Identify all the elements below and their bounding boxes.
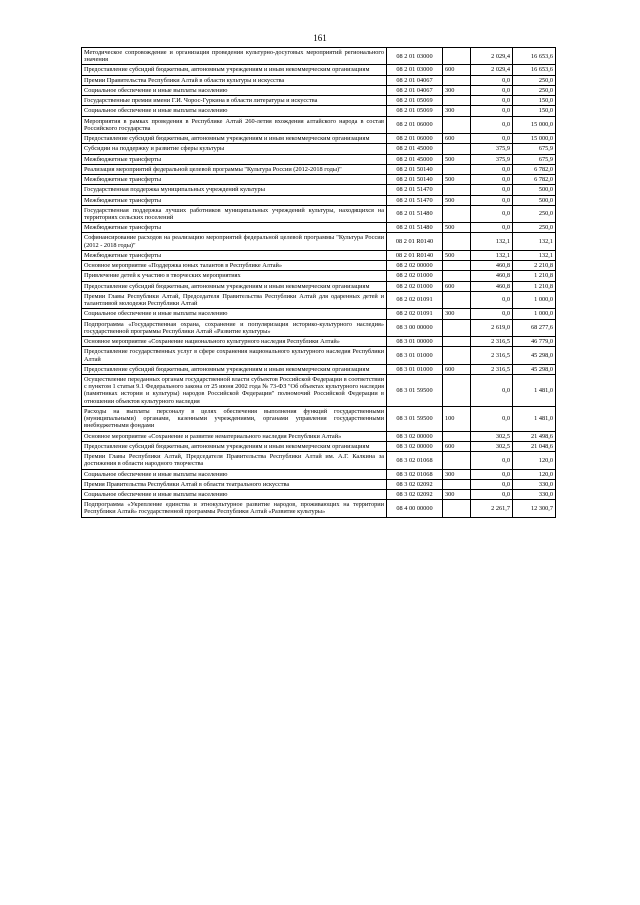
table-row xyxy=(82,205,556,222)
table-row xyxy=(82,452,556,469)
target-code-cell: 08 2 01 51470 xyxy=(387,195,443,205)
table-row xyxy=(82,347,556,364)
expense-name-cell: Реализация мероприятий федеральной целевой программы "Культура России (2012-2018 годы)" xyxy=(82,164,387,174)
table-row xyxy=(82,406,556,431)
expense-type-cell xyxy=(443,96,471,106)
amount-change-cell: 2 316,5 xyxy=(471,337,513,347)
table-row xyxy=(82,431,556,441)
table-row xyxy=(82,281,556,291)
expense-type-cell xyxy=(443,479,471,489)
amount-total-cell: 21 498,6 xyxy=(513,431,556,441)
expense-type-cell xyxy=(443,48,471,65)
amount-change-cell: 0,0 xyxy=(471,185,513,195)
target-code-cell: 08 2 01 50140 xyxy=(387,164,443,174)
amount-total-cell: 15 000,0 xyxy=(513,134,556,144)
amount-total-cell: 1 000,0 xyxy=(513,291,556,308)
expense-type-cell: 600 xyxy=(443,364,471,374)
expense-type-cell: 600 xyxy=(443,65,471,75)
expense-name-cell: Основное мероприятие «Сохранение национального культурного наследия Республики Алтай» xyxy=(82,337,387,347)
expense-name-cell: Межбюджетные трансферты xyxy=(82,154,387,164)
amount-total-cell: 68 277,6 xyxy=(513,319,556,336)
amount-total-cell: 250,0 xyxy=(513,223,556,233)
amount-total-cell: 500,0 xyxy=(513,195,556,205)
amount-total-cell: 16 653,6 xyxy=(513,48,556,65)
target-code-cell: 08 3 01 00000 xyxy=(387,337,443,347)
target-code-cell: 08 3 02 01068 xyxy=(387,469,443,479)
amount-change-cell: 0,0 xyxy=(471,195,513,205)
budget-table xyxy=(81,47,556,518)
amount-change-cell: 0,0 xyxy=(471,205,513,222)
amount-total-cell: 120,0 xyxy=(513,452,556,469)
amount-change-cell: 0,0 xyxy=(471,116,513,133)
target-code-cell: 08 2 01 51480 xyxy=(387,205,443,222)
table-row xyxy=(82,75,556,85)
amount-total-cell: 15 000,0 xyxy=(513,116,556,133)
expense-name-cell: Расходы на выплаты персоналу в целях обеспечения выполнения функций государственными (муниципальными) органами, казенными учреждениями, органами управления государственными внебюджетными фондами xyxy=(82,406,387,431)
target-code-cell: 08 2 01 03000 xyxy=(387,48,443,65)
amount-change-cell: 0,0 xyxy=(471,469,513,479)
table-row xyxy=(82,261,556,271)
expense-name-cell: Премии Главы Республики Алтай, Председателя Правительства Республики Алтай для одаренных детей и талантливой молодежи Республики Алтай xyxy=(82,291,387,308)
target-code-cell: 08 3 01 59500 xyxy=(387,374,443,406)
table-row xyxy=(82,469,556,479)
expense-name-cell: Социальное обеспечение и иные выплаты населению xyxy=(82,106,387,116)
amount-change-cell: 460,8 xyxy=(471,281,513,291)
amount-total-cell: 45 298,0 xyxy=(513,364,556,374)
amount-change-cell: 0,0 xyxy=(471,164,513,174)
target-code-cell: 08 3 02 00000 xyxy=(387,441,443,451)
target-code-cell: 08 2 01 50140 xyxy=(387,175,443,185)
expense-type-cell xyxy=(443,347,471,364)
expense-name-cell: Социальное обеспечение и иные выплаты населению xyxy=(82,309,387,319)
target-code-cell: 08 2 02 01091 xyxy=(387,309,443,319)
expense-name-cell: Межбюджетные трансферты xyxy=(82,223,387,233)
target-code-cell: 08 2 01 03000 xyxy=(387,65,443,75)
expense-type-cell: 500 xyxy=(443,175,471,185)
target-code-cell: 08 2 02 00000 xyxy=(387,261,443,271)
expense-name-cell: Предоставление государственных услуг в сфере сохранения национального культурного наследия Республики Алтай xyxy=(82,347,387,364)
amount-total-cell: 1 210,8 xyxy=(513,271,556,281)
expense-name-cell: Межбюджетные трансферты xyxy=(82,250,387,260)
amount-change-cell: 302,5 xyxy=(471,431,513,441)
expense-name-cell: Государственная поддержка лучших работников муниципальных учреждений культуры, находящихся на территориях сельских поселений xyxy=(82,205,387,222)
expense-type-cell: 500 xyxy=(443,250,471,260)
amount-change-cell: 2 619,0 xyxy=(471,319,513,336)
amount-change-cell: 460,8 xyxy=(471,271,513,281)
table-row xyxy=(82,364,556,374)
expense-type-cell: 600 xyxy=(443,281,471,291)
expense-type-cell: 500 xyxy=(443,223,471,233)
amount-total-cell: 500,0 xyxy=(513,185,556,195)
table-row xyxy=(82,271,556,281)
target-code-cell: 08 2 01 05069 xyxy=(387,106,443,116)
expense-name-cell: Предоставление субсидий бюджетным, автономным учреждениям и иным некоммерческим организациям xyxy=(82,134,387,144)
expense-type-cell: 300 xyxy=(443,469,471,479)
amount-change-cell: 0,0 xyxy=(471,223,513,233)
amount-total-cell: 21 048,6 xyxy=(513,441,556,451)
amount-total-cell: 1 481,0 xyxy=(513,406,556,431)
target-code-cell: 08 2 01 04067 xyxy=(387,75,443,85)
amount-total-cell: 250,0 xyxy=(513,85,556,95)
amount-change-cell: 302,5 xyxy=(471,441,513,451)
expense-type-cell: 600 xyxy=(443,441,471,451)
amount-change-cell: 0,0 xyxy=(471,75,513,85)
amount-change-cell: 0,0 xyxy=(471,291,513,308)
amount-total-cell: 46 779,0 xyxy=(513,337,556,347)
target-code-cell: 08 2 02 01000 xyxy=(387,271,443,281)
expense-type-cell xyxy=(443,75,471,85)
expense-type-cell: 300 xyxy=(443,309,471,319)
amount-total-cell: 675,9 xyxy=(513,144,556,154)
amount-change-cell: 2 316,5 xyxy=(471,347,513,364)
amount-change-cell: 2 316,5 xyxy=(471,364,513,374)
amount-change-cell: 2 029,4 xyxy=(471,48,513,65)
expense-name-cell: Премия Правительства Республики Алтай в области театрального искусства xyxy=(82,479,387,489)
table-row xyxy=(82,309,556,319)
amount-total-cell: 150,0 xyxy=(513,96,556,106)
expense-name-cell: Межбюджетные трансферты xyxy=(82,195,387,205)
amount-total-cell: 330,0 xyxy=(513,490,556,500)
table-row xyxy=(82,337,556,347)
amount-change-cell: 375,9 xyxy=(471,154,513,164)
expense-type-cell xyxy=(443,185,471,195)
expense-name-cell: Подпрограмма «Государственная охрана, сохранение и популяризация историко-культурного наследия» государственной программы Республики Алтай «Развитие культуры» xyxy=(82,319,387,336)
amount-total-cell: 250,0 xyxy=(513,75,556,85)
expense-name-cell: Премии Главы Республики Алтай, Председателя Правительства Республики Алтай им. А.Г. Калкина за достижения в области народного творчества xyxy=(82,452,387,469)
table-row xyxy=(82,479,556,489)
amount-total-cell: 2 210,8 xyxy=(513,261,556,271)
target-code-cell: 08 3 02 02092 xyxy=(387,490,443,500)
expense-name-cell: Государственная поддержка муниципальных учреждений культуры xyxy=(82,185,387,195)
expense-type-cell xyxy=(443,205,471,222)
target-code-cell: 08 2 01 04067 xyxy=(387,85,443,95)
table-row xyxy=(82,319,556,336)
target-code-cell: 08 2 02 01091 xyxy=(387,291,443,308)
expense-type-cell xyxy=(443,233,471,250)
target-code-cell: 08 3 02 01068 xyxy=(387,452,443,469)
amount-change-cell: 0,0 xyxy=(471,85,513,95)
table-row xyxy=(82,291,556,308)
amount-change-cell: 0,0 xyxy=(471,479,513,489)
expense-type-cell: 500 xyxy=(443,195,471,205)
table-row xyxy=(82,500,556,517)
target-code-cell: 08 2 01 06000 xyxy=(387,134,443,144)
expense-name-cell: Субсидии на поддержку и развитие сферы культуры xyxy=(82,144,387,154)
amount-total-cell: 1 210,8 xyxy=(513,281,556,291)
table-row xyxy=(82,374,556,406)
expense-type-cell xyxy=(443,431,471,441)
amount-total-cell: 675,9 xyxy=(513,154,556,164)
table-row xyxy=(82,441,556,451)
target-code-cell: 08 2 01 05069 xyxy=(387,96,443,106)
expense-name-cell: Осуществление переданных органам государственной власти субъектов Российской Федерации в соответствии с пунктом 1 статьи 9.1 Федерального закона от 25 июня 2002 года № 73-ФЗ "Об объектах культурного наследия (памятниках истории и культуры) народов Российской Федерации" полномочий Российской Федерации в отношении объектов культурного наследия xyxy=(82,374,387,406)
target-code-cell: 08 3 00 00000 xyxy=(387,319,443,336)
table-row xyxy=(82,106,556,116)
target-code-cell: 08 2 01 R0140 xyxy=(387,250,443,260)
target-code-cell: 08 2 01 45000 xyxy=(387,154,443,164)
amount-change-cell: 0,0 xyxy=(471,374,513,406)
expense-type-cell xyxy=(443,271,471,281)
table-row xyxy=(82,154,556,164)
expense-type-cell: 600 xyxy=(443,134,471,144)
amount-change-cell: 0,0 xyxy=(471,490,513,500)
table-row xyxy=(82,65,556,75)
expense-type-cell xyxy=(443,374,471,406)
table-row xyxy=(82,250,556,260)
expense-type-cell: 300 xyxy=(443,106,471,116)
expense-type-cell xyxy=(443,319,471,336)
amount-change-cell: 132,1 xyxy=(471,250,513,260)
expense-type-cell: 300 xyxy=(443,85,471,95)
amount-total-cell: 132,1 xyxy=(513,233,556,250)
amount-change-cell: 0,0 xyxy=(471,452,513,469)
expense-name-cell: Премии Правительства Республики Алтай в области культуры и искусства xyxy=(82,75,387,85)
target-code-cell: 08 2 02 01000 xyxy=(387,281,443,291)
amount-change-cell: 460,8 xyxy=(471,261,513,271)
amount-total-cell: 1 481,0 xyxy=(513,374,556,406)
amount-change-cell: 132,1 xyxy=(471,233,513,250)
expense-type-cell xyxy=(443,144,471,154)
expense-type-cell xyxy=(443,116,471,133)
expense-name-cell: Предоставление субсидий бюджетным, автономным учреждениям и иным некоммерческим организациям xyxy=(82,441,387,451)
expense-name-cell: Методическое сопровождение и организация проведения культурно-досуговых мероприятий регионального значения xyxy=(82,48,387,65)
target-code-cell: 08 3 01 59500 xyxy=(387,406,443,431)
amount-total-cell: 150,0 xyxy=(513,106,556,116)
table-row xyxy=(82,175,556,185)
table-row xyxy=(82,185,556,195)
table-row xyxy=(82,233,556,250)
amount-change-cell: 0,0 xyxy=(471,309,513,319)
target-code-cell: 08 2 01 06000 xyxy=(387,116,443,133)
target-code-cell: 08 3 02 00000 xyxy=(387,431,443,441)
page-number: 161 xyxy=(313,33,327,43)
amount-change-cell: 0,0 xyxy=(471,134,513,144)
expense-name-cell: Межбюджетные трансферты xyxy=(82,175,387,185)
expense-type-cell: 300 xyxy=(443,490,471,500)
expense-name-cell: Социальное обеспечение и иные выплаты населению xyxy=(82,490,387,500)
amount-total-cell: 120,0 xyxy=(513,469,556,479)
target-code-cell: 08 2 01 R0140 xyxy=(387,233,443,250)
expense-type-cell xyxy=(443,500,471,517)
table-row xyxy=(82,96,556,106)
amount-total-cell: 6 782,0 xyxy=(513,175,556,185)
target-code-cell: 08 2 01 51480 xyxy=(387,223,443,233)
target-code-cell: 08 3 02 02092 xyxy=(387,479,443,489)
expense-name-cell: Основное мероприятие «Сохранение и развитие нематериального наследия Республики Алтай» xyxy=(82,431,387,441)
target-code-cell: 08 2 01 51470 xyxy=(387,185,443,195)
table-row xyxy=(82,85,556,95)
table-row xyxy=(82,134,556,144)
target-code-cell: 08 3 01 01000 xyxy=(387,347,443,364)
amount-change-cell: 2 261,7 xyxy=(471,500,513,517)
expense-type-cell xyxy=(443,452,471,469)
expense-name-cell: Предоставление субсидий бюджетным, автономным учреждениям и иным некоммерческим организациям xyxy=(82,281,387,291)
expense-type-cell: 100 xyxy=(443,406,471,431)
amount-change-cell: 0,0 xyxy=(471,175,513,185)
amount-change-cell: 0,0 xyxy=(471,96,513,106)
table-row xyxy=(82,164,556,174)
amount-total-cell: 12 300,7 xyxy=(513,500,556,517)
target-code-cell: 08 3 01 01000 xyxy=(387,364,443,374)
expense-name-cell: Социальное обеспечение и иные выплаты населению xyxy=(82,469,387,479)
expense-name-cell: Предоставление субсидий бюджетным, автономным учреждениям и иным некоммерческим организациям xyxy=(82,65,387,75)
budget-table-body xyxy=(82,48,556,518)
table-row xyxy=(82,223,556,233)
expense-name-cell: Государственные премии имени Г.И. Чорос-Гуркина в области литературы и искусства xyxy=(82,96,387,106)
amount-change-cell: 0,0 xyxy=(471,406,513,431)
table-row xyxy=(82,144,556,154)
expense-type-cell xyxy=(443,291,471,308)
table-row xyxy=(82,48,556,65)
expense-name-cell: Привлечение детей к участию в творческих мероприятиях xyxy=(82,271,387,281)
amount-change-cell: 375,9 xyxy=(471,144,513,154)
expense-name-cell: Основное мероприятие «Поддержка юных талантов в Республике Алтай» xyxy=(82,261,387,271)
expense-type-cell xyxy=(443,164,471,174)
expense-name-cell: Подпрограмма «Укрепление единства и этнокультурное развитие народов, проживающих на территории Республики Алтай» государственной программы Республики Алтай «Развитие культуры» xyxy=(82,500,387,517)
expense-type-cell xyxy=(443,337,471,347)
amount-change-cell: 0,0 xyxy=(471,106,513,116)
amount-change-cell: 2 029,4 xyxy=(471,65,513,75)
target-code-cell: 08 2 01 45000 xyxy=(387,144,443,154)
table-row xyxy=(82,116,556,133)
table-row xyxy=(82,195,556,205)
target-code-cell: 08 4 00 00000 xyxy=(387,500,443,517)
amount-total-cell: 6 782,0 xyxy=(513,164,556,174)
expense-type-cell xyxy=(443,261,471,271)
expense-name-cell: Социальное обеспечение и иные выплаты населению xyxy=(82,85,387,95)
expense-name-cell: Мероприятия в рамках проведения в Республике Алтай 260-летия вхождения алтайского народа в состав Российского государства xyxy=(82,116,387,133)
amount-total-cell: 330,0 xyxy=(513,479,556,489)
expense-name-cell: Софинансирование расходов на реализацию мероприятий федеральной целевой программы "Культура России (2012 - 2018 годы)" xyxy=(82,233,387,250)
expense-name-cell: Предоставление субсидий бюджетным, автономным учреждениям и иным некоммерческим организациям xyxy=(82,364,387,374)
amount-total-cell: 1 000,0 xyxy=(513,309,556,319)
expense-type-cell: 500 xyxy=(443,154,471,164)
amount-total-cell: 45 298,0 xyxy=(513,347,556,364)
amount-total-cell: 16 653,6 xyxy=(513,65,556,75)
amount-total-cell: 132,1 xyxy=(513,250,556,260)
amount-total-cell: 250,0 xyxy=(513,205,556,222)
table-row xyxy=(82,490,556,500)
